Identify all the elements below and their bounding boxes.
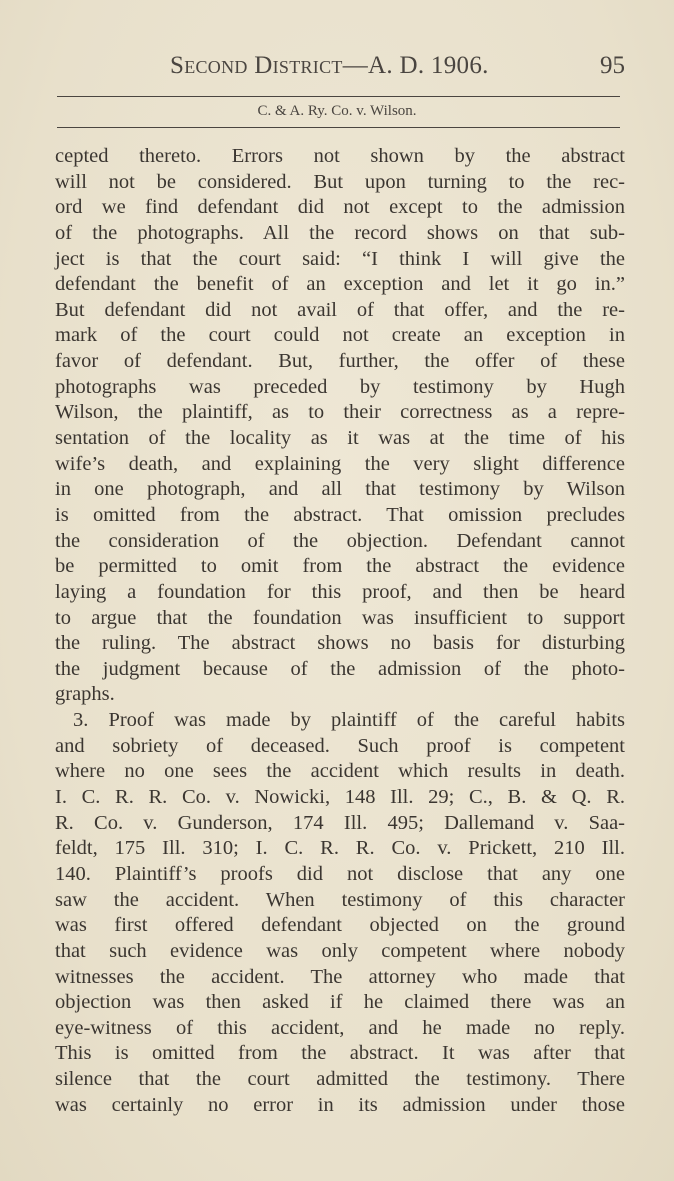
text-line: witnesses the accident. The attorney who made that	[55, 965, 625, 988]
page-number: 95	[600, 52, 625, 79]
text-line: eye-witness of this accident, and he made no reply.	[55, 1016, 625, 1039]
text-line: cepted thereto. Errors not shown by the abstract	[55, 145, 625, 167]
running-head	[170, 52, 489, 80]
text-line: But defendant did not avail of that offer, and the re-	[55, 298, 625, 321]
text-line: 3. Proof was made by plaintiff of the careful habits	[73, 709, 625, 732]
text-line: favor of defendant. But, further, the offer of these	[55, 350, 625, 373]
text-line: to argue that the foundation was insufficient to support	[55, 606, 625, 629]
body-text	[55, 144, 625, 1118]
text-line: that such evidence was only competent where nobody	[55, 939, 625, 962]
text-line: This is omitted from the abstract. It was after that	[55, 1042, 625, 1065]
text-line: and sobriety of deceased. Such proof is competent	[55, 734, 625, 757]
running-head-text: Second District—A. D. 1906.	[170, 52, 489, 79]
text-line: mark of the court could not create an exception in	[55, 324, 625, 347]
text-line: will not be considered. But upon turning to the rec-	[55, 170, 625, 193]
text-line: of the photographs. All the record shows on that sub-	[55, 221, 625, 244]
text-line: the judgment because of the admission of the photo-	[55, 657, 625, 680]
text-line: saw the accident. When testimony of this character	[55, 888, 625, 911]
text-line: 140. Plaintiff’s proofs did not disclose that any one	[55, 862, 625, 885]
case-title: C. & A. Ry. Co. v. Wilson.	[257, 103, 417, 119]
text-line: R. Co. v. Gunderson, 174 Ill. 495; Dallemand v. Saa-	[55, 811, 625, 834]
text-line: the ruling. The abstract shows no basis for disturbing	[55, 632, 625, 655]
text-line: silence that the court admitted the testimony. There	[55, 1068, 625, 1091]
text-line: ject is that the court said: “I think I will give the	[55, 247, 625, 270]
text-line: where no one sees the accident which results in death.	[55, 760, 625, 783]
text-line: objection was then asked if he claimed there was an	[55, 991, 625, 1014]
text-line: be permitted to omit from the abstract the evidence	[55, 555, 625, 578]
text-line: in one photograph, and all that testimony by Wilson	[55, 478, 625, 501]
text-line: feldt, 175 Ill. 310; I. C. R. R. Co. v. Prickett, 210 Ill.	[55, 837, 625, 860]
text-line: I. C. R. R. Co. v. Nowicki, 148 Ill. 29; C., B. & Q. R.	[55, 786, 625, 809]
text-line: was first offered defendant objected on the ground	[55, 914, 625, 937]
text-line: photographs was preceded by testimony by Hugh	[55, 375, 625, 398]
text-line: ord we find defendant did not except to the admission	[55, 196, 625, 219]
text-line: is omitted from the abstract. That omission precludes	[55, 503, 625, 526]
text-line: defendant the benefit of an exception and let it go in.”	[55, 273, 625, 296]
header-rule-bottom	[57, 127, 620, 128]
text-line: Wilson, the plaintiff, as to their correctness as a repre-	[55, 401, 625, 424]
text-line: sentation of the locality as it was at the time of his	[55, 427, 625, 450]
text-line: graphs.	[55, 683, 115, 706]
text-line: laying a foundation for this proof, and then be heard	[55, 580, 625, 603]
text-line: the consideration of the objection. Defendant cannot	[55, 529, 625, 552]
text-line: was certainly no error in its admission under those	[55, 1093, 625, 1116]
header-rule-top	[57, 96, 620, 97]
text-line: wife’s death, and explaining the very slight difference	[55, 452, 625, 475]
